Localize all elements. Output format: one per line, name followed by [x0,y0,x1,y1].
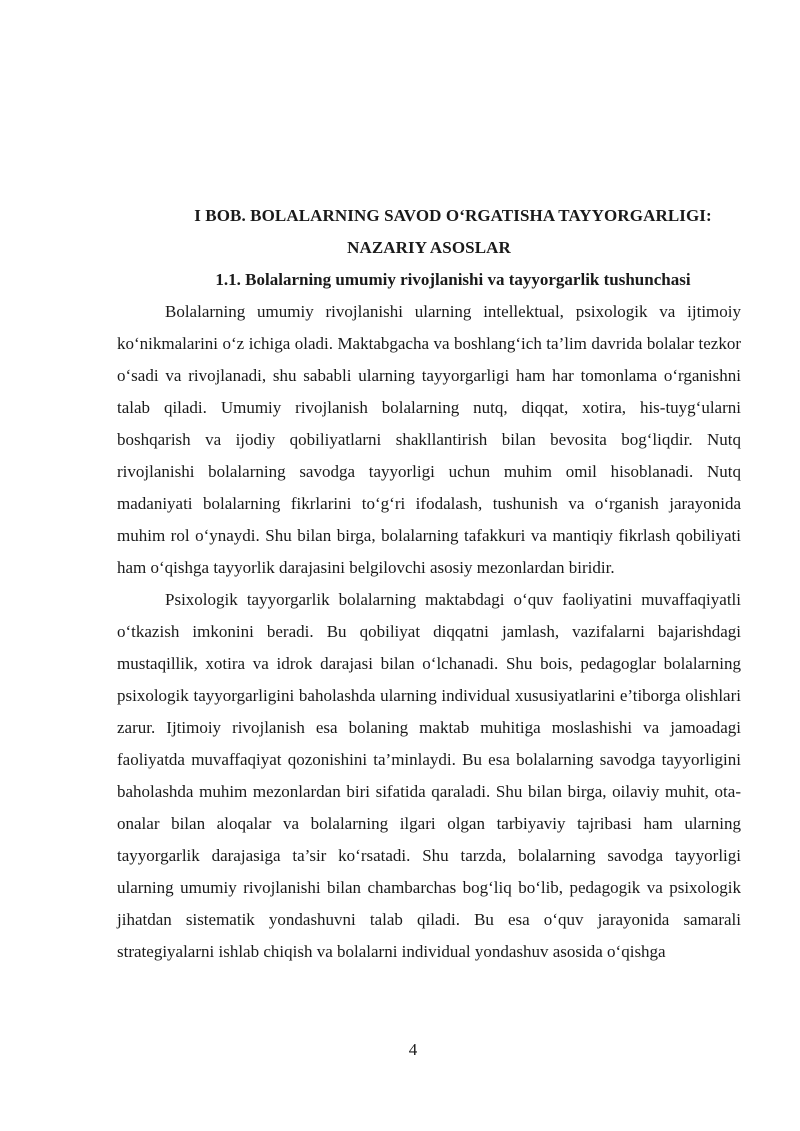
chapter-title-line2: NAZARIY ASOSLAR [347,238,511,257]
page-content [117,200,741,968]
page-number: 4 [408,1040,418,1059]
body-paragraph-2: Psixologik tayyorgarlik bolalarning maktabdagi o‘quv faoliyatini muvaffaqiyatli o‘tkazish imkonini beradi. Bu qobiliyat diqqatni jamlash, vazifalarni bajarishdagi mustaqillik, xotira va idrok darajasi bilan o‘lchanadi. Shu bois, pedagoglar bolalarning psixologik tayyorgarligini baholashda ularning individual xususiyatlarini e’tiborga olishlari zarur. Ijtimoiy rivojlanish esa bolaning maktab muhitiga moslashishi va jamoadagi faoliyatda muvaffaqiyat qozonishini ta’minlaydi. Bu esa bolalarning savodga tayyorligini baholashda muhim mezonlardan biri sifatida qaraladi. Shu bilan birga, oilaviy muhit, ota-onalar bilan aloqalar va bolalarning ilgari olgan tarbiyaviy tajribasi ham ularning tayyorgarlik darajasiga ta’sir ko‘rsatadi. Shu tarzda, bolalarning savodga tayyorligi ularning umumiy rivojlanishi bilan chambarchas bog‘liq bo‘lib, pedagogik va psixologik jihatdan sistematik yondashuvni talab qiladi. Bu esa o‘quv jarayonida samarali strategiyalarni ishlab chiqish va bolalarni individual yondashuv asosida o‘qishga [117,590,741,961]
body-paragraph-1: Bolalarning umumiy rivojlanishi ularning intellektual, psixologik va ijtimoiy ko‘nikmalarini o‘z ichiga oladi. Maktabgacha va boshlang‘ich ta’lim davrida bolalar tezkor o‘sadi va rivojlanadi, shu sababli ularning tayyorgarligi ham har tomonlama o‘rganishni talab qiladi. Umumiy rivojlanish bolalarning nutq, diqqat, xotira, his-tuyg‘ularni boshqarish va ijodiy qobiliyatlarni shakllantirish bilan bevosita bog‘liqdir. Nutq rivojlanishi bolalarning savodga tayyorligi uchun muhim omil hisoblanadi. Nutq madaniyati bolalarning fikrlarini to‘g‘ri ifodalash, tushunish va o‘rganish jarayonida muhim rol o‘ynaydi. Shu bilan birga, bolalarning tafakkuri va mantiqiy fikrlash qobiliyati ham o‘qishga tayyorlik darajasini belgilovchi asosiy mezonlardan biridir. [117,302,741,577]
chapter-title-line1: I BOB. BOLALARNING SAVOD O‘RGATISHA TAYYORGARLIGI: [194,206,712,225]
section-title: 1.1. Bolalarning umumiy rivojlanishi va tayyorgarlik tushunchasi [215,270,691,289]
chapter-title [117,200,741,264]
